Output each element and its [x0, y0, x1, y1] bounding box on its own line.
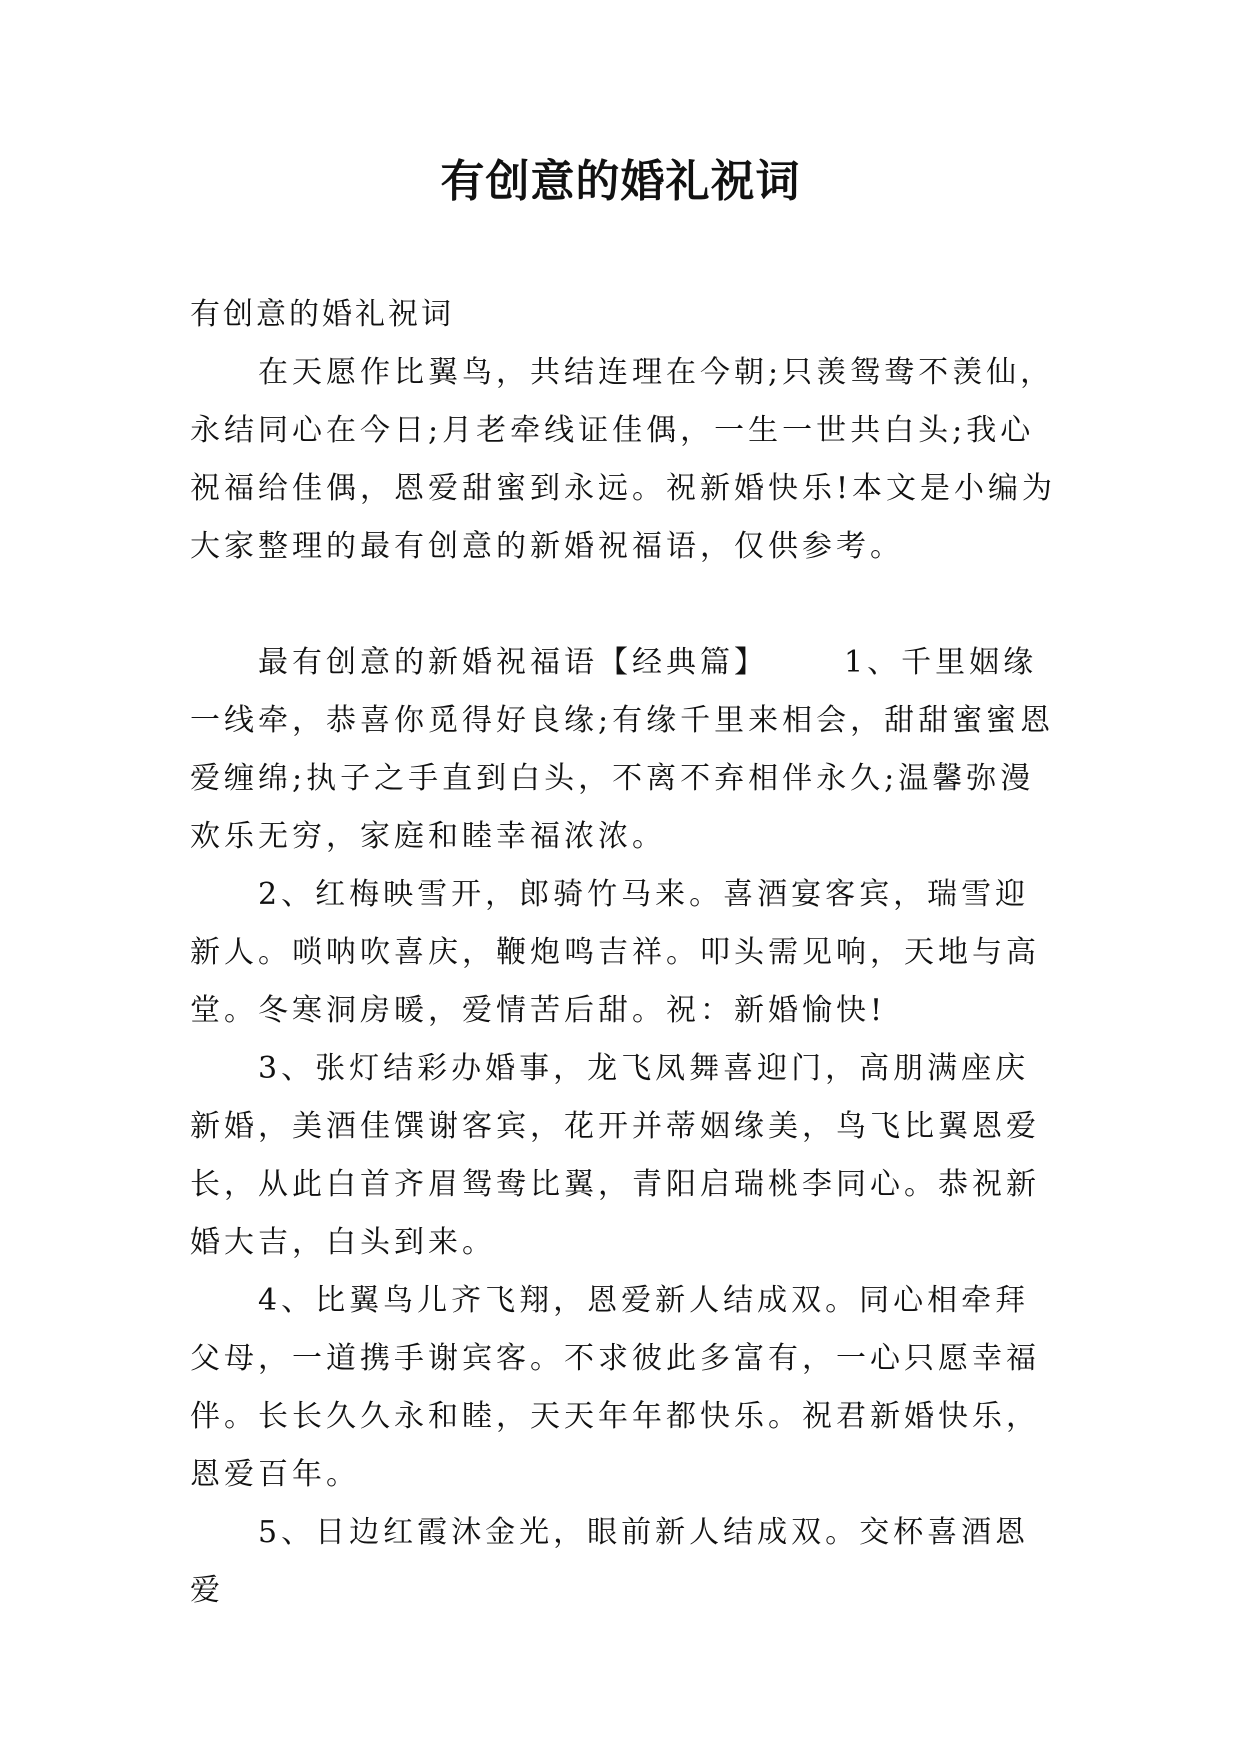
- section-heading: 最有创意的新婚祝福语【经典篇】: [258, 645, 768, 680]
- blessing-item-3: 3、张灯结彩办婚事，龙飞凤舞喜迎门，高朋满座庆新婚，美酒佳馔谢客宾，花开并蒂姻缘美，鸟飞比翼恩爱长，从此白首齐眉鸳鸯比翼，青阳启瑞桃李同心。恭祝新婚大吉，白头到来。: [190, 1051, 1040, 1260]
- blessing-item-4: 4、比翼鸟儿齐飞翔，恩爱新人结成双。同心相牵拜父母，一道携手谢宾客。不求彼此多富有，一心只愿幸福伴。长长久久永和睦，天天年年都快乐。祝君新婚快乐，恩爱百年。: [190, 1283, 1040, 1492]
- document-subtitle: 有创意的婚礼祝词: [190, 297, 454, 332]
- paragraph-spacer: [190, 576, 1062, 634]
- intro-paragraph: 在天愿作比翼鸟，共结连理在今朝;只羡鸳鸯不羡仙，永结同心在今日;月老牵线证佳偶，一生一世共白头;我心祝福给佳偶，恩爱甜蜜到永远。祝新婚快乐!本文是小编为大家整理的最有创意的新婚祝福语，仅供参考。: [190, 355, 1057, 564]
- section-paragraph: [190, 634, 1062, 866]
- document-body: [190, 286, 1062, 1620]
- blessing-item-5: 5、日边红霞沐金光，眼前新人结成双。交杯喜酒恩爱: [190, 1515, 1030, 1608]
- document-title: 有创意的婚礼祝词: [440, 156, 801, 207]
- blessing-item-1: 1、千里姻缘一线牵，恭喜你觅得好良缘;有缘千里来相会，甜甜蜜蜜恩爱缠绵;执子之手直到白头，不离不弃相伴永久;温馨弥漫欢乐无穷，家庭和睦幸福浓浓。: [190, 645, 1055, 854]
- blessing-item-2: 2、红梅映雪开，郎骑竹马来。喜酒宴客宾，瑞雪迎新人。唢呐吹喜庆，鞭炮鸣吉祥。叩头需见响，天地与高堂。冬寒洞房暖，爱情苦后甜。祝：新婚愉快!: [190, 877, 1040, 1028]
